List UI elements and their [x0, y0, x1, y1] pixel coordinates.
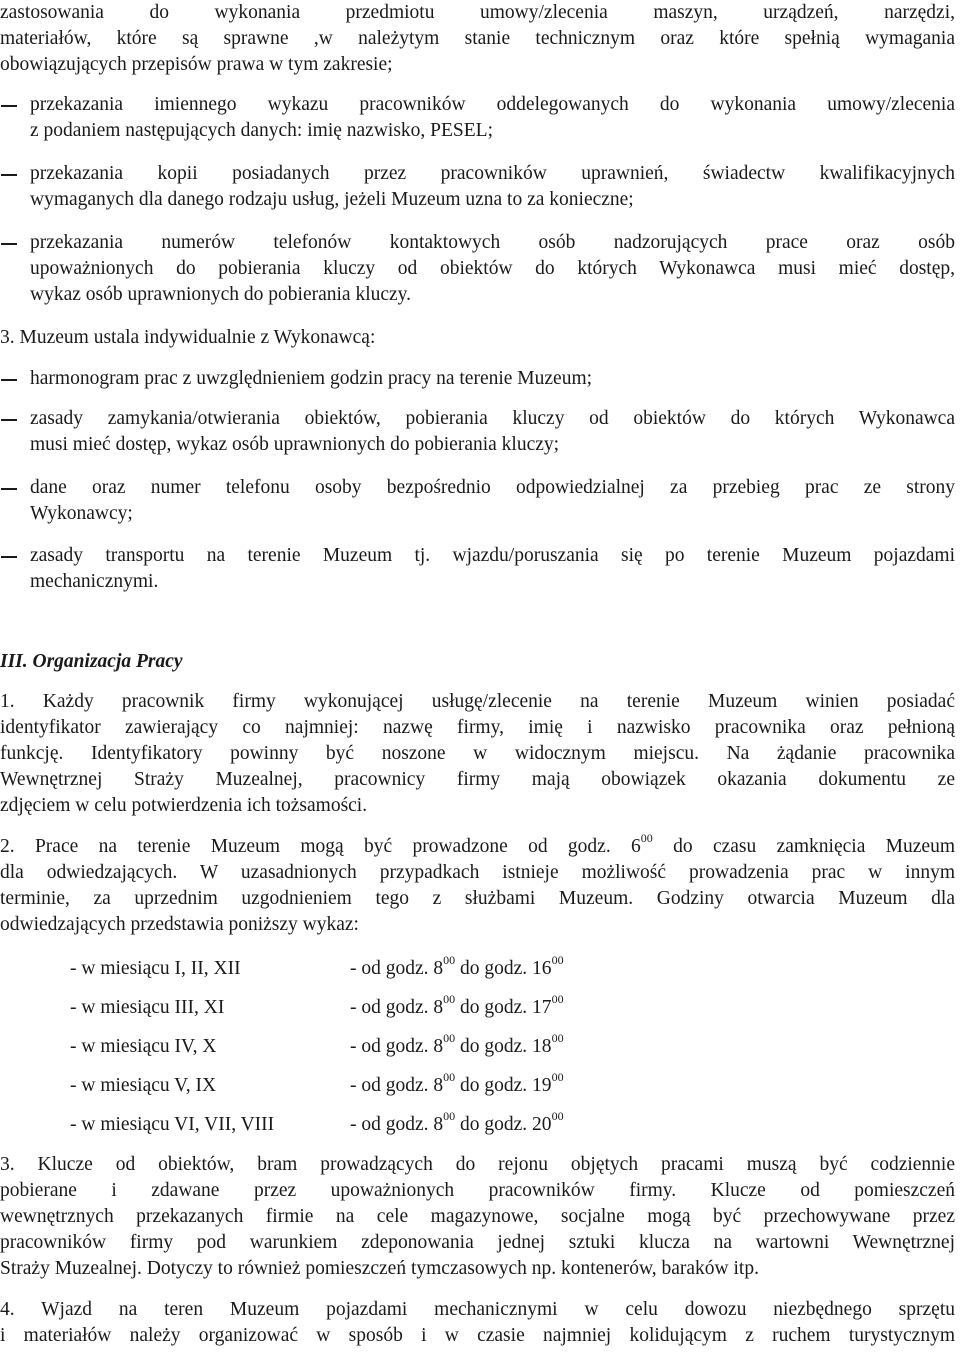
text-fragment: 2. Prace na terenie Muzeum mogą być prowadzone od godz. 6 [0, 836, 641, 857]
text-fragment: do czasu zamknięcia Muzeum [652, 836, 955, 857]
text-line: odwiedzających przedstawia poniższy wykaz: [0, 914, 359, 935]
list-item-continuation [30, 256, 955, 308]
dash-bullet-icon [0, 406, 20, 432]
text-line: upoważnionych do pobierania kluczy od obiektów do których Wykonawca musi mieć dostęp, [30, 258, 955, 279]
paragraph-continuation [0, 0, 955, 78]
text-line: przekazania kopii posiadanych przez pracowników uprawnień, świadectw kwalifikacyjnych [30, 163, 955, 184]
superscript: 00 [443, 952, 456, 967]
superscript: 00 [551, 952, 564, 967]
text-line: zastosowania do wykonania przedmiotu umowy/zlecenia maszyn, urządzeń, narzędzi, [0, 2, 955, 23]
text-line: zasady zamykania/otwierania obiektów, pobierania kluczy od obiektów do których Wykonawca [30, 408, 955, 429]
text-line: mechanicznymi. [30, 571, 159, 592]
text-fragment: do godz. 17 [455, 997, 552, 1018]
paragraph-4 [0, 1297, 955, 1349]
list-item-continuation [30, 569, 955, 595]
hours-range [350, 952, 564, 982]
dash-bullet-icon [0, 92, 20, 118]
text-line: zasady transportu na terenie Muzeum tj. wjazdu/poruszania się po terenie Muzeum pojazdami [30, 545, 955, 566]
superscript: 00 [443, 1108, 456, 1123]
hours-range [350, 991, 564, 1021]
superscript: 00 [551, 1030, 564, 1045]
dash-bullet-icon [0, 475, 20, 501]
text-line: 3. Muzeum ustala indywidualnie z Wykonawcą: [0, 327, 376, 348]
text-line: 3. Klucze od obiektów, bram prowadzących do rejonu objętych pracami muszą być codziennie [0, 1154, 955, 1175]
superscript: 00 [551, 991, 564, 1006]
text-line: dla odwiedzających. W uzasadnionych przypadkach istnieje możliwość prowadzenia prac w innym [0, 862, 955, 883]
heading-text: III. Organizacja Pracy [0, 651, 183, 672]
list-item-continuation [30, 501, 955, 527]
text-line: identyfikator zawierający co najmniej: nazwę firmy, imię i nazwisko pracownika oraz pełnioną [0, 717, 955, 738]
text-line: Wykonawcy; [30, 503, 133, 524]
text-line: pobierane i zdawane przez upoważnionych pracowników firmy. Klucze od pomieszczeń [0, 1180, 955, 1201]
numbered-point [0, 325, 955, 351]
text-line: i materiałów należy organizować w sposób i w czasie najmniej kolidującym z ruchem turystycznym [0, 1325, 955, 1346]
paragraph-2 [0, 834, 955, 938]
text-line: przekazania numerów telefonów kontaktowych osób nadzorujących prace oraz osób [30, 232, 955, 253]
text-line: Wewnętrznej Straży Muzealnej, pracownicy firmy mają obowiązek okazania dokumentu ze [0, 769, 955, 790]
text-fragment: - od godz. 8 [350, 1036, 444, 1057]
text-line: dane oraz numer telefonu osoby bezpośrednio odpowiedzialnej za przebieg prac ze strony [30, 477, 955, 498]
dash-bullet-icon [0, 161, 20, 187]
text-line: obowiązujących przepisów prawa w tym zakresie; [0, 54, 393, 75]
text-fragment: do godz. 18 [455, 1036, 552, 1057]
text-fragment: do godz. 16 [455, 958, 552, 979]
text-line: zdjęciem w celu potwierdzenia ich tożsamości. [0, 795, 368, 816]
text-line: Straży Muzealnej. Dotyczy to również pomieszczeń tymczasowych np. kontenerów, baraków itp. [0, 1258, 759, 1279]
dash-bullet-icon [0, 543, 20, 569]
paragraph-1 [0, 689, 955, 819]
dash-bullet-icon [0, 230, 20, 256]
text-line: musi mieć dostęp, wykaz osób uprawnionych do pobierania kluczy; [30, 434, 560, 455]
text-line: terminie, za uprzednim uzgodnieniem tego z służbami Muzeum. Godziny otwarcia Muzeum dla [0, 888, 955, 909]
hours-range [350, 1108, 564, 1138]
superscript: 00 [640, 834, 653, 845]
superscript: 00 [551, 1069, 564, 1084]
hours-range [350, 1069, 564, 1099]
hours-months: - w miesiącu I, II, XII [70, 958, 241, 979]
text-line [0, 834, 955, 860]
text-line: wewnętrznych przekazanych firmie na cele magazynowe, socjalne mogą być przechowywane przez [0, 1206, 955, 1227]
text-fragment: do godz. 19 [455, 1075, 552, 1096]
superscript: 00 [443, 991, 456, 1006]
text-line: wymaganych dla danego rodzaju usług, jeżeli Muzeum uzna to za konieczne; [30, 189, 634, 210]
text-line: 1. Każdy pracownik firmy wykonującej usługę/zlecenie na terenie Muzeum winien posiadać [0, 691, 955, 712]
text-line: wykaz osób uprawnionych do pobierania kluczy. [30, 284, 412, 305]
list-item-continuation [30, 432, 955, 458]
text-fragment: - od godz. 8 [350, 1075, 444, 1096]
dash-bullet-icon [0, 366, 20, 392]
text-line: 4. Wjazd na teren Muzeum pojazdami mechanicznymi w celu dowozu niezbędnego sprzętu [0, 1299, 955, 1320]
hours-months: - w miesiącu VI, VII, VIII [70, 1114, 275, 1135]
paragraph-3 [0, 1152, 955, 1282]
text-line: z podaniem następujących danych: imię nazwisko, PESEL; [30, 120, 494, 141]
text-line: funkcję. Identyfikatory powinny być noszone w widocznym miejscu. Na żądanie pracownika [0, 743, 955, 764]
superscript: 00 [443, 1069, 456, 1084]
text-fragment: - od godz. 8 [350, 997, 444, 1018]
hours-range [350, 1030, 564, 1060]
text-line: materiałów, które są sprawne ,w należytym stanie technicznym oraz które spełnią wymagania [0, 28, 955, 49]
hours-months: - w miesiącu V, IX [70, 1075, 217, 1096]
hours-months: - w miesiącu IV, X [70, 1036, 217, 1057]
text-fragment: - od godz. 8 [350, 958, 444, 979]
superscript: 00 [551, 1108, 564, 1123]
text-line: przekazania imiennego wykazu pracowników oddelegowanych do wykonania umowy/zlecenia [30, 94, 955, 115]
text-line: pracowników firmy pod warunkiem zdeponowania jednej sztuki klucza na wartowni Wewnętrznej [0, 1232, 955, 1253]
superscript: 00 [443, 1030, 456, 1045]
hours-months: - w miesiącu III, XI [70, 997, 225, 1018]
section-heading [0, 649, 955, 675]
text-line: harmonogram prac z uwzględnieniem godzin pracy na terenie Muzeum; [30, 368, 593, 389]
text-fragment: - od godz. 8 [350, 1114, 444, 1135]
text-fragment: do godz. 20 [455, 1114, 552, 1135]
